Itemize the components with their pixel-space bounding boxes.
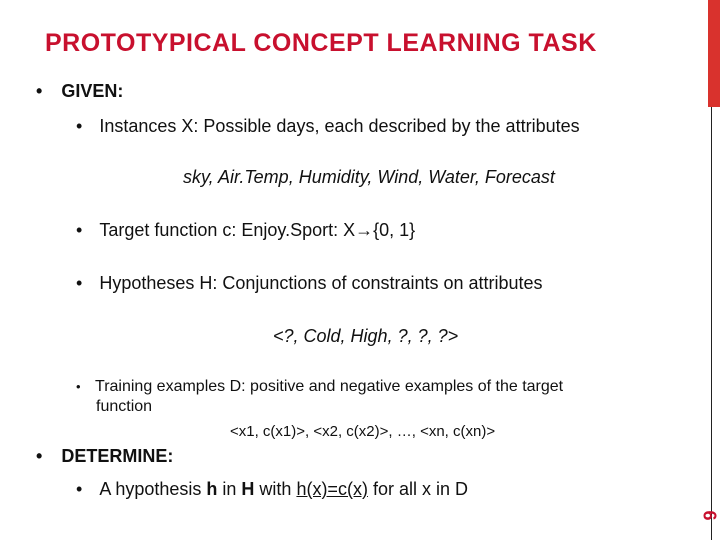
goal-in: in bbox=[217, 479, 242, 499]
right-divider bbox=[711, 107, 712, 540]
training-sequence: <x1, c(x1)>, <x2, c(x2)>, …, <xn, c(xn)> bbox=[230, 423, 496, 440]
goal-equation: h(x)=c(x) bbox=[296, 479, 368, 499]
attributes-list: sky, Air.Temp, Humidity, Wind, Water, Forecast bbox=[183, 167, 555, 187]
bullet-dot: • bbox=[36, 81, 43, 101]
goal-h: h bbox=[206, 479, 218, 499]
slide-title: PROTOTYPICAL CONCEPT LEARNING TASK bbox=[45, 29, 597, 57]
page-number: 6 bbox=[699, 510, 720, 521]
target-bullet bbox=[76, 220, 415, 241]
hypotheses-bullet bbox=[76, 273, 543, 294]
hypothesis-example: <?, Cold, High, ?, ?, ?> bbox=[273, 326, 459, 346]
target-text: Target function c: Enjoy.Sport: X bbox=[99, 220, 356, 240]
training-text-line1: Training examples D: positive and negative examples of the target bbox=[95, 378, 564, 395]
target-set: {0, 1} bbox=[373, 220, 416, 240]
goal-suffix: for all x in D bbox=[367, 479, 468, 499]
determine-label: DETERMINE: bbox=[61, 446, 174, 466]
accent-bar bbox=[708, 0, 720, 107]
goal-prefix: A hypothesis bbox=[99, 479, 207, 499]
hypotheses-text: Hypotheses H: Conjunctions of constraints on attributes bbox=[99, 273, 543, 293]
goal-bullet bbox=[76, 479, 468, 500]
training-bullet bbox=[76, 378, 563, 396]
given-label: GIVEN: bbox=[61, 81, 124, 101]
given-bullet bbox=[36, 81, 123, 102]
bullet-dot: • bbox=[76, 379, 81, 394]
bullet-dot: • bbox=[76, 116, 83, 136]
goal-H: H bbox=[241, 479, 255, 499]
bullet-dot: • bbox=[76, 479, 83, 499]
arrow-icon: → bbox=[355, 220, 374, 240]
training-text-line2: function bbox=[96, 398, 153, 415]
bullet-dot: • bbox=[36, 446, 43, 466]
instances-text: Instances X: Possible days, each described by the attributes bbox=[99, 116, 580, 136]
determine-bullet bbox=[36, 446, 173, 467]
instances-bullet bbox=[76, 116, 580, 137]
bullet-dot: • bbox=[76, 273, 83, 293]
bullet-dot: • bbox=[76, 220, 83, 240]
goal-with: with bbox=[254, 479, 297, 499]
